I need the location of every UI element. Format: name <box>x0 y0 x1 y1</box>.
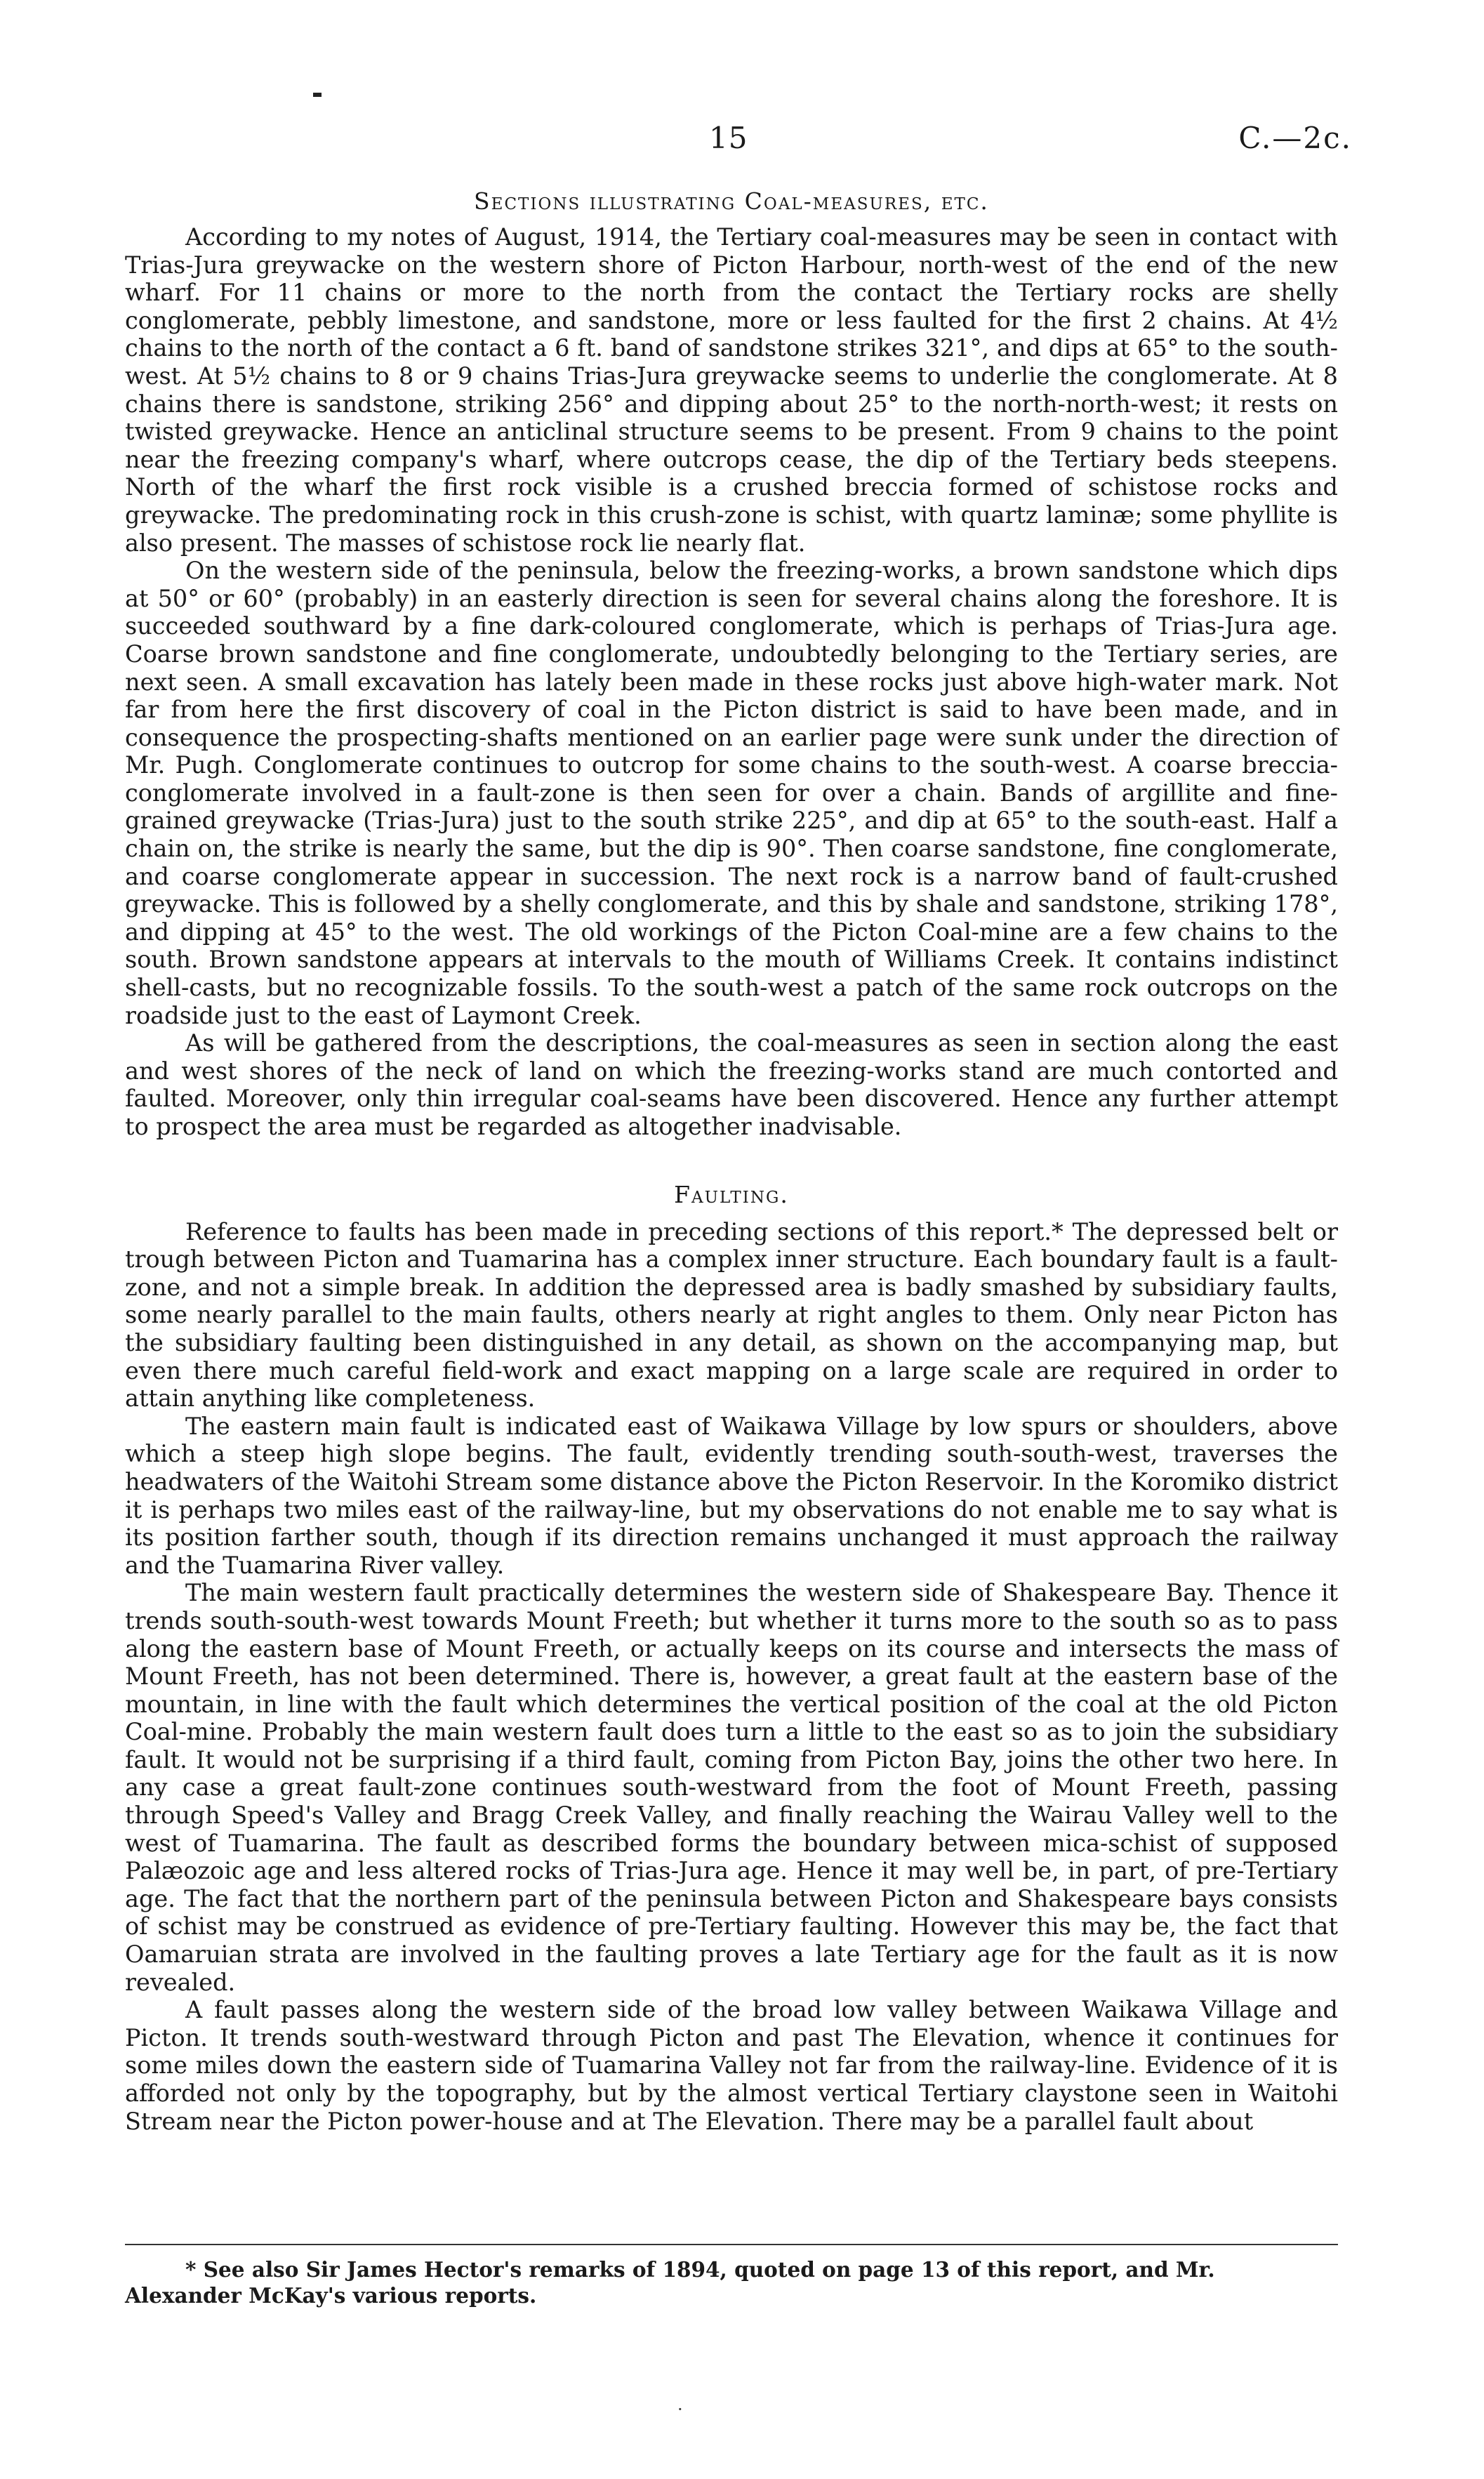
paragraph: A fault passes along the western side of the broad low valley between Waikawa Village and Picton. It trends south-westward through Picton and past The Elevation, whence it continues for some miles down the eastern side of Tuamarina Valley not far from the railway-line. Evidence of it is afforded not only by the topography, but by the almost vertical Tertiary claystone seen in Waitohi Stream near the Picton power-house and at The Elevation. There may be a parallel fault about <box>125 1996 1338 2135</box>
stray-ink-mark <box>313 93 322 97</box>
footnote <box>125 2256 1338 2308</box>
section-heading-faulting: Faulting. <box>674 1180 789 1208</box>
bottom-dot-mark: · <box>677 2400 683 2419</box>
paragraph: The main western fault practically determines the western side of Shakespeare Bay. Thence it trends south-south-west towards Mount Freeth; but whether it turns more to the south so as to pass along the eastern base of Mount Freeth, or actually keeps on its course and intersects the mass of Mount Freeth, has not been determined. There is, however, a great fault at the eastern base of the mountain, in line with the fault which determines the vertical position of the coal at the old Picton Coal-mine. Probably the main western fault does turn a little to the east so as to join the subsidiary fault. It would not be surprising if a third fault, coming from Picton Bay, joins the other two here. In any case a great fault-zone continues south-westward from the foot of Mount Freeth, passing through Speed's Valley and Bragg Creek Valley, and finally reaching the Wairau Valley well to the west of Tuamarina. The fault as described forms the boundary between mica-schist of supposed Palæozoic age and less altered rocks of Trias-Jura age. Hence it may well be, in part, of pre-Tertiary age. The fact that the northern part of the peninsula between Picton and Shakespeare bays consists of schist may be construed as evidence of pre-Tertiary faulting. However this may be, the fact that Oamaruian strata are involved in the faulting proves a late Tertiary age for the fault as it is now revealed. <box>125 1579 1338 1996</box>
paragraph: Reference to faults has been made in preceding sections of this report.* The depressed belt or trough between Picton and Tuamarina has a complex inner structure. Each boundary fault is a fault-zone, and not a simple break. In addition the depressed area is badly smashed by subsidiary faults, some nearly parallel to the main faults, others nearly at right angles to them. Only near Picton has the subsidiary faulting been distinguished in any detail, as shown on the accompanying map, but even there much careful field-work and exact mapping on a large scale are required in order to attain anything like completeness. <box>125 1217 1338 1413</box>
section-heading-coal-measures: Sections illustrating Coal-measures, etc. <box>474 187 989 215</box>
body-text <box>125 188 1338 2135</box>
footnote-text: See also Sir James Hector's remarks of 1894, quoted on page 13 of this report, and Mr. Alexander McKay's various reports. <box>125 2257 1215 2308</box>
paragraph: On the western side of the peninsula, below the freezing-works, a brown sandstone which dips at 50° or 60° (probably) in an easterly direction is seen for several chains along the foreshore. It is succeeded southward by a fine dark-coloured conglomerate, which is perhaps of Trias-Jura age. Coarse brown sandstone and fine conglomerate, undoubtedly belonging to the Tertiary series, are next seen. A small excavation has lately been made in these rocks just above high-water mark. Not far from here the first discovery of coal in the Picton district is said to have been made, and in consequence the prospecting-shafts mentioned on an earlier page were sunk under the direction of Mr. Pugh. Conglomerate continues to outcrop for some chains to the south-west. A coarse breccia-conglomerate involved in a fault-zone is then seen for over a chain. Bands of argillite and fine-grained greywacke (Trias-Jura) just to the south strike 225°, and dip at 65° to the south-east. Half a chain on, the strike is nearly the same, but the dip is 90°. Then coarse sandstone, fine conglomerate, and coarse conglomerate appear in succession. The next rock is a narrow band of fault-crushed greywacke. This is followed by a shelly conglomerate, and this by shale and sandstone, striking 178°, and dipping at 45° to the west. The old workings of the Picton Coal-mine are a few chains to the south. Brown sandstone appears at intervals to the mouth of Williams Creek. It contains indistinct shell-casts, but no recognizable fossils. To the south-west a patch of the same rock outcrops on the roadside just to the east of Laymont Creek. <box>125 557 1338 1029</box>
paragraph: The eastern main fault is indicated east of Waikawa Village by low spurs or shoulders, above which a steep high slope begins. The fault, evidently trending south-south-west, traverses the headwaters of the Waitohi Stream some distance above the Picton Reservoir. In the Koromiko district it is perhaps two miles east of the railway-line, but my observations do not enable me to say what is its position farther south, though if its direction remains unchanged it must approach the railway and the Tuamarina River valley. <box>125 1412 1338 1579</box>
footnote-marker: * <box>185 2257 197 2282</box>
paragraph: According to my notes of August, 1914, the Tertiary coal-measures may be seen in contact with Trias-Jura greywacke on the western shore of Picton Harbour, north-west of the end of the new wharf. For 11 chains or more to the north from the contact the Tertiary rocks are shelly conglomerate, pebbly limestone, and sandstone, more or less faulted for the first 2 chains. At 4½ chains to the north of the contact a 6 ft. band of sandstone strikes 321°, and dips at 65° to the south-west. At 5½ chains to 8 or 9 chains Trias-Jura greywacke seems to underlie the conglomerate. At 8 chains there is sandstone, striking 256° and dipping about 25° to the north-north-west; it rests on twisted greywacke. Hence an anticlinal structure seems to be present. From 9 chains to the point near the freezing company's wharf, where outcrops cease, the dip of the Tertiary beds steepens. North of the wharf the first rock visible is a crushed breccia formed of schistose rocks and greywacke. The predominating rock in this crush-zone is schist, with quartz laminæ; some phyllite is also present. The masses of schistose rock lie nearly flat. <box>125 223 1338 557</box>
paragraph: As will be gathered from the descriptions, the coal-measures as seen in section along the east and west shores of the neck of land on which the freezing-works stand are much contorted and faulted. Moreover, only thin irregular coal-seams have been discovered. Hence any further attempt to prospect the area must be regarded as altogether inadvisable. <box>125 1029 1338 1140</box>
page-number: 15 <box>709 121 748 155</box>
paper-reference: C.—2c. <box>1238 121 1352 155</box>
footnote-divider <box>125 2244 1338 2245</box>
